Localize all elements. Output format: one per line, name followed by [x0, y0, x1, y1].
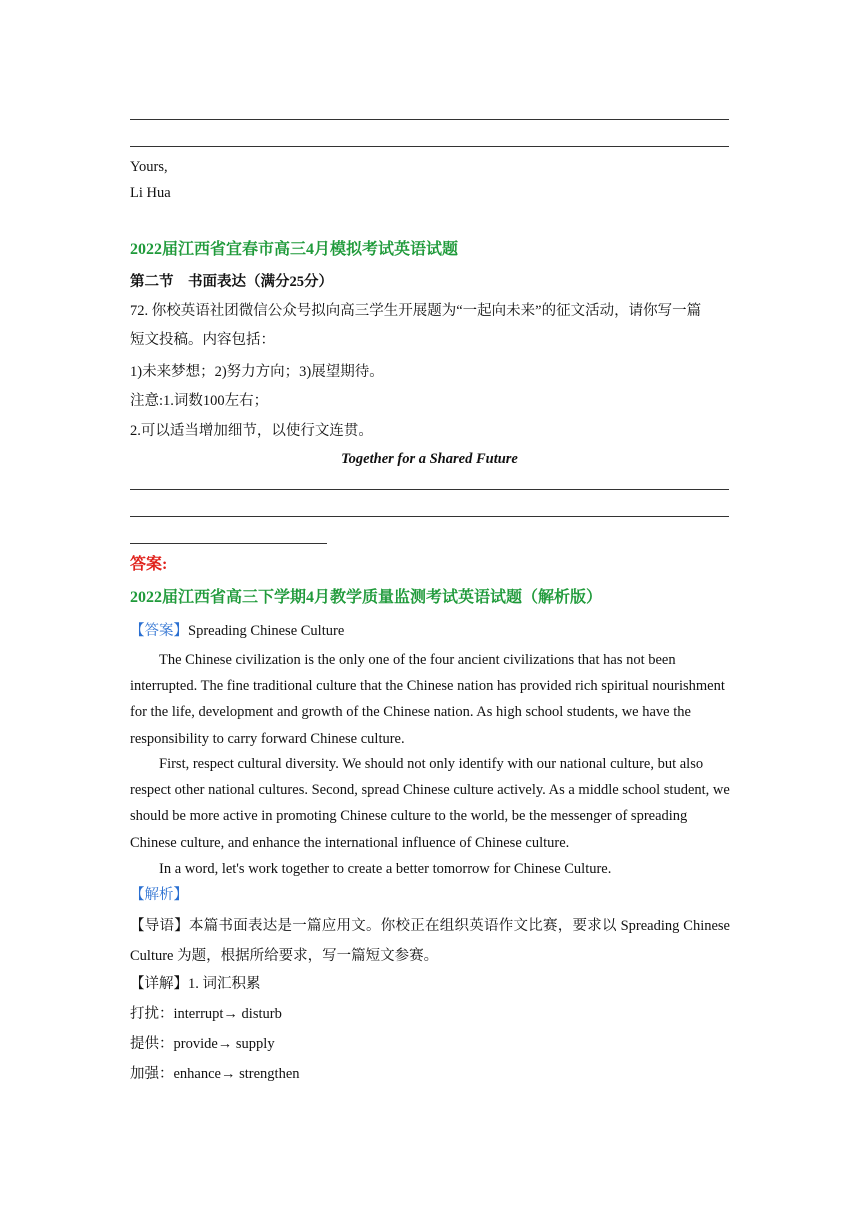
answer-label: 【答案】 [130, 623, 188, 639]
writing-line [130, 516, 729, 517]
guide-text: 【导语】本篇书面表达是一篇应用文。你校正在组织英语作文比赛，要求以 Spreading Chinese Culture 为题，根据所给要求，写一篇短文参赛。 [130, 918, 730, 964]
answer-title: Spreading Chinese Culture [188, 623, 345, 639]
answer-heading: 答案: [130, 556, 168, 573]
detail-label: 【详解】 [130, 976, 188, 992]
writing-line [130, 119, 729, 120]
answer-paragraph-3: In a word, let's work together to create a better tomorrow for Chinese Culture. [159, 861, 612, 877]
vocab-item: 打扰：interrupt→ disturb [130, 1006, 282, 1022]
writing-line [130, 146, 729, 147]
letter-signature: Li Hua [130, 185, 171, 201]
detail-line [130, 974, 261, 994]
note-1: 注意:1.词数100左右； [130, 393, 269, 409]
section-heading: 第二节 书面表达（满分25分） [130, 274, 333, 290]
detail-title: 1. 词汇积累 [188, 976, 261, 992]
question-items: 1)未来梦想；2)努力方向；3)展望期待。 [130, 364, 384, 380]
writing-line [130, 489, 729, 490]
vocab-item: 提供：provide→ supply [130, 1036, 275, 1052]
answer-paragraph-2: First, respect cultural diversity. We should not only identify with our national culture, but also respect other national cultures. Second, spread Chinese culture actively. As a middle school student, we should be more active in promoting Chinese culture to the world, be the messenger of spreading Chinese culture, and enhance the international influence of Chinese culture. [130, 756, 730, 851]
letter-closing: Yours, [130, 159, 168, 175]
answer-line [130, 621, 344, 641]
essay-title: Together for a Shared Future [341, 451, 518, 467]
analysis-label: 【解析】 [130, 887, 188, 903]
question-line-1: 72. 你校英语社团微信公众号拟向高三学生开展题为“一起向未来”的征文活动，请你写一篇 [130, 303, 702, 319]
source-title: 2022届江西省高三下学期4月教学质量监测考试英语试题（解析版） [130, 589, 603, 606]
answer-paragraph-1: The Chinese civilization is the only one of the four ancient civilizations that has not been interrupted. The fine traditional culture that the Chinese nation has provided rich spiritual nourishment for the life, development and growth of the Chinese nation. As high school students, we have the responsibility to carry forward Chinese culture. [130, 652, 725, 747]
exam-title: 2022届江西省宜春市高三4月模拟考试英语试题 [130, 241, 459, 258]
question-line-2: 短文投稿。内容包括： [130, 332, 275, 348]
writing-line [130, 543, 327, 544]
vocab-item: 加强：enhance→ strengthen [130, 1066, 300, 1082]
note-2: 2.可以适当增加细节，以使行文连贯。 [130, 423, 373, 439]
